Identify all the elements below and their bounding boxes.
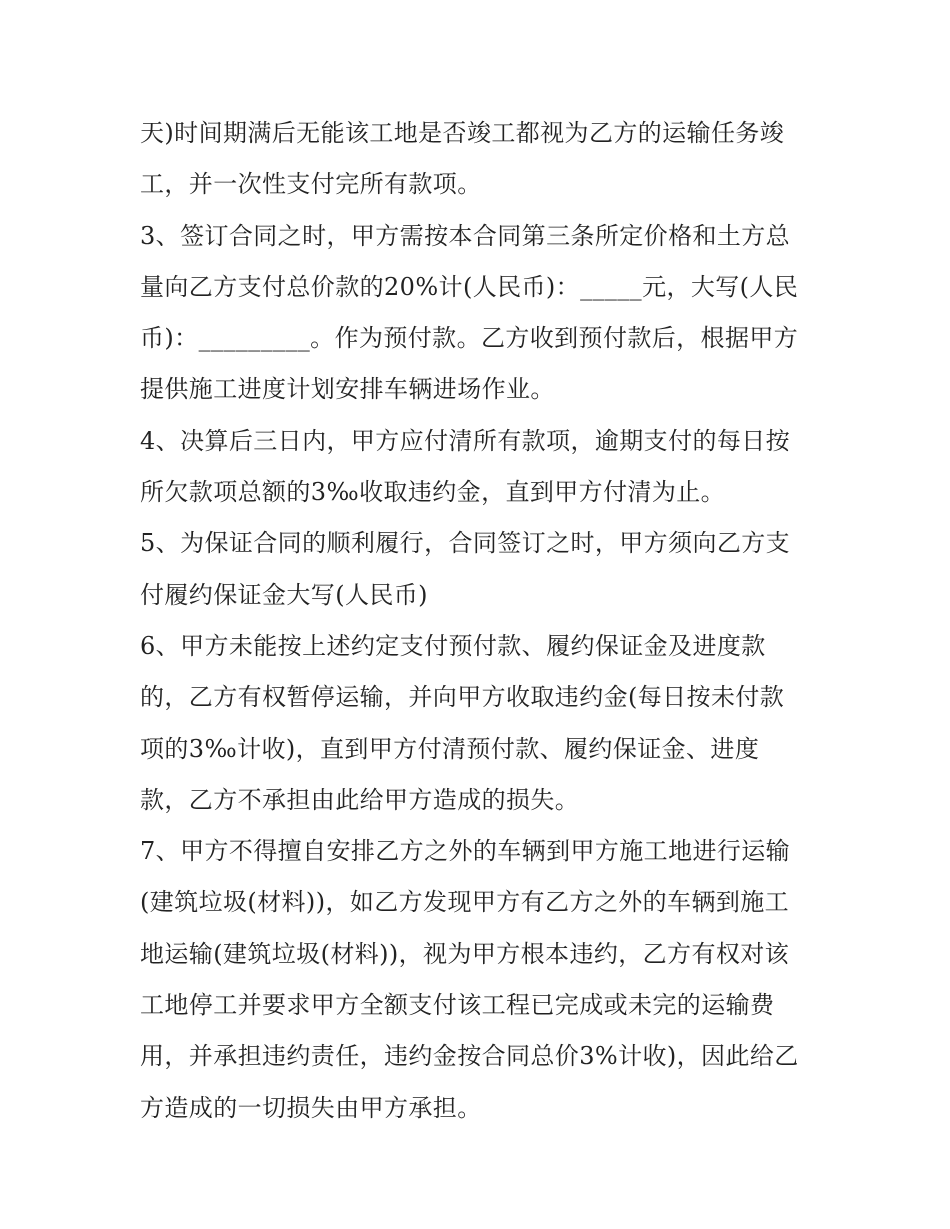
text-line: 6、甲方未能按上述约定支付预付款、履约保证金及进度款 [140,631,766,660]
text-line: 5、为保证合同的顺利履行，合同签订之时，甲方须向乙方支 [140,529,791,558]
text-line: 工地停工并要求甲方全额支付该工程已完成或未完的运输费 [140,991,775,1020]
text-line: 的，乙方有权暂停运输，并向甲方收取违约金(每日按未付款 [140,683,785,712]
text-line: (建筑垃圾(材料))，如乙方发现甲方有乙方之外的车辆到施工 [140,888,790,917]
text-line: 4、决算后三日内，甲方应付清所有款项，逾期支付的每日按 [140,426,791,455]
text-line: 所欠款项总额的3‰收取违约金，直到甲方付清为止。 [140,478,726,507]
contract-text [140,108,820,1134]
text-line: 地运输(建筑垃圾(材料))，视为甲方根本违约，乙方有权对该 [140,939,790,968]
text-line: 付履约保证金大写(人民币) [140,580,428,609]
text-line: 款，乙方不承担由此给甲方造成的损失。 [140,785,580,814]
text-line: 方造成的一切损失由甲方承担。 [140,1093,482,1122]
text-line: 量向乙方支付总价款的20%计(人民币)：_____元，大写(人民 [140,272,799,301]
text-line: 用，并承担违约责任，违约金按合同总价3%计收)，因此给乙 [140,1042,799,1071]
text-line: 币)：_________。作为预付款。乙方收到预付款后，根据甲方 [140,324,799,353]
text-line: 提供施工进度计划安排车辆进场作业。 [140,375,555,404]
text-line: 7、甲方不得擅自安排乙方之外的车辆到甲方施工地进行运输 [140,837,791,866]
text-line: 天)时间期满后无能该工地是否竣工都视为乙方的运输任务竣 [140,119,785,147]
text-line: 项的3‰计收)，直到甲方付清预付款、履约保证金、进度 [140,734,760,763]
text-line: 工，并一次性支付完所有款项。 [140,170,482,199]
text-line: 3、签订合同之时，甲方需按本合同第三条所定价格和土方总 [140,221,791,250]
